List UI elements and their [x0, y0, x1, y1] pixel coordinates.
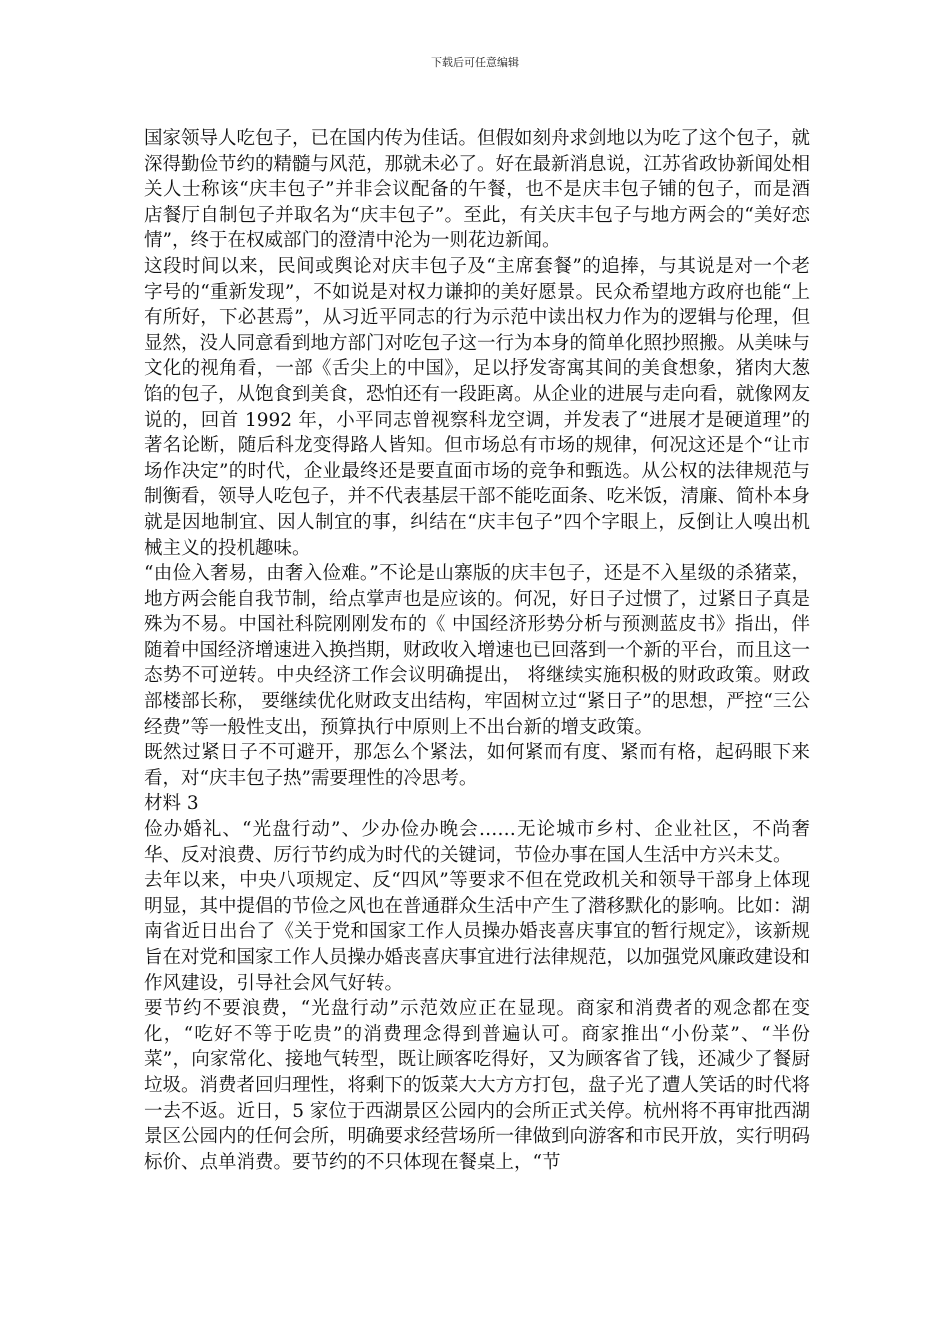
paragraph-1: 国家领导人吃包子，已在国内传为佳话。但假如刻舟求剑地以为吃了这个包子，就深得勤俭节约的精髓与风范，那就未必了。好在最新消息说，江苏省政协新闻处相关人士称该“庆丰包子”并非会议配备的午餐，也不是庆丰包子铺的包子，而是酒店餐厅自制包子并取名为“庆丰包子”。至此，有关庆丰包子与地方两会的“美好恋情”，终于在权威部门的澄清中沦为一则花边新闻。 [144, 128, 811, 252]
section-heading-material-3: 材料 3 [144, 793, 199, 815]
paragraph-7: 要节约不要浪费，“光盘行动”示范效应正在显现。商家和消费者的观念都在变化，“吃好不等于吃贵”的消费理念得到普遍认可。商家推出“小份菜”、“半份菜”，向家常化、接地气转型，既让顾客吃得好，又为顾客省了钱，还减少了餐厨垃圾。消费者回归理性，将剩下的饭菜大大方方打包，盘子光了遭人笑话的时代将一去不返。近日，5 家位于西湖景区公园内的会所正式关停。杭州将不再审批西湖景区公园内的任何会所，明确要求经营场所一律做到向游客和市民开放，实行明码标价、点单消费。要节约的不只体现在餐桌上，“节 [144, 998, 811, 1173]
paragraph-3: “由俭入奢易，由奢入俭难。”不论是山寨版的庆丰包子，还是不入星级的杀猪菜，地方两会能自我节制，给点掌声也是应该的。何况，好日子过惯了，过紧日子真是殊为不易。中国社科院刚刚发布的《 中国经济形势分析与预测蓝皮书》指出，伴随着中国经济增速进入换挡期，财政收入增速也已回落到一个新的平台，而且这一态势不可逆转。中央经济工作会议明确提出， 将继续实施积极的财政政策。财政部楼部长称， 要继续优化财政支出结构，牢固树立过“紧日子”的思想，严控“三公经费”等一般性支出，预算执行中原则上不出台新的增支政策。 [144, 563, 811, 738]
paragraph-6: 去年以来，中央八项规定、反“四风”等要求不但在党政机关和领导干部身上体现明显，其中提倡的节俭之风也在普通群众生活中产生了潜移默化的影响。比如：湖南省近日出台了《关于党和国家工作人员操办婚丧喜庆事宜的暂行规定》，该新规旨在对党和国家工作人员操办婚丧喜庆事宜进行法律规范，以加强党风廉政建设和作风建设，引导社会风气好转。 [144, 870, 811, 994]
paragraph-4: 既然过紧日子不可避开，那怎么个紧法，如何紧而有度、紧而有格，起码眼下来看，对“庆丰包子热”需要理性的冷思考。 [144, 742, 810, 789]
document-body [144, 126, 810, 1175]
page-header-note: 下载后可任意编辑 [431, 56, 519, 69]
paragraph-5: 俭办婚礼、“光盘行动”、少办俭办晚会……无论城市乡村、企业社区，不尚奢华、反对浪费、厉行节约成为时代的关键词，节俭办事在国人生活中方兴未艾。 [144, 819, 810, 866]
paragraph-2: 这段时间以来，民间或舆论对庆丰包子及“主席套餐”的追捧，与其说是对一个老字号的“重新发现”，不如说是对权力谦抑的美好愿景。民众希望地方政府也能“上有所好，下必甚焉”，从习近平同志的行为示范中读出权力作为的逻辑与伦理，但显然，没人同意看到地方部门对吃包子这一行为本身的简单化照抄照搬。从美味与文化的视角看，一部《舌尖上的中国》，足以抒发寄寓其间的美食想象，猪肉大葱馅的包子，从饱食到美食，恐怕还有一段距离。从企业的进展与走向看，就像网友说的，回首 1992 年，小平同志曾视察科龙空调，并发表了“进展才是硬道理”的著名论断，随后科龙变得路人皆知。但市场总有市场的规律，何况这还是个“让市场作决定”的时代，企业最终还是要直面市场的竞争和甄选。从公权的法律规范与制衡看，领导人吃包子，并不代表基层干部不能吃面条、吃米饭，清廉、简朴本身就是因地制宜、因人制宜的事，纠结在“庆丰包子”四个字眼上，反倒让人嗅出机械主义的投机趣味。 [144, 255, 811, 559]
